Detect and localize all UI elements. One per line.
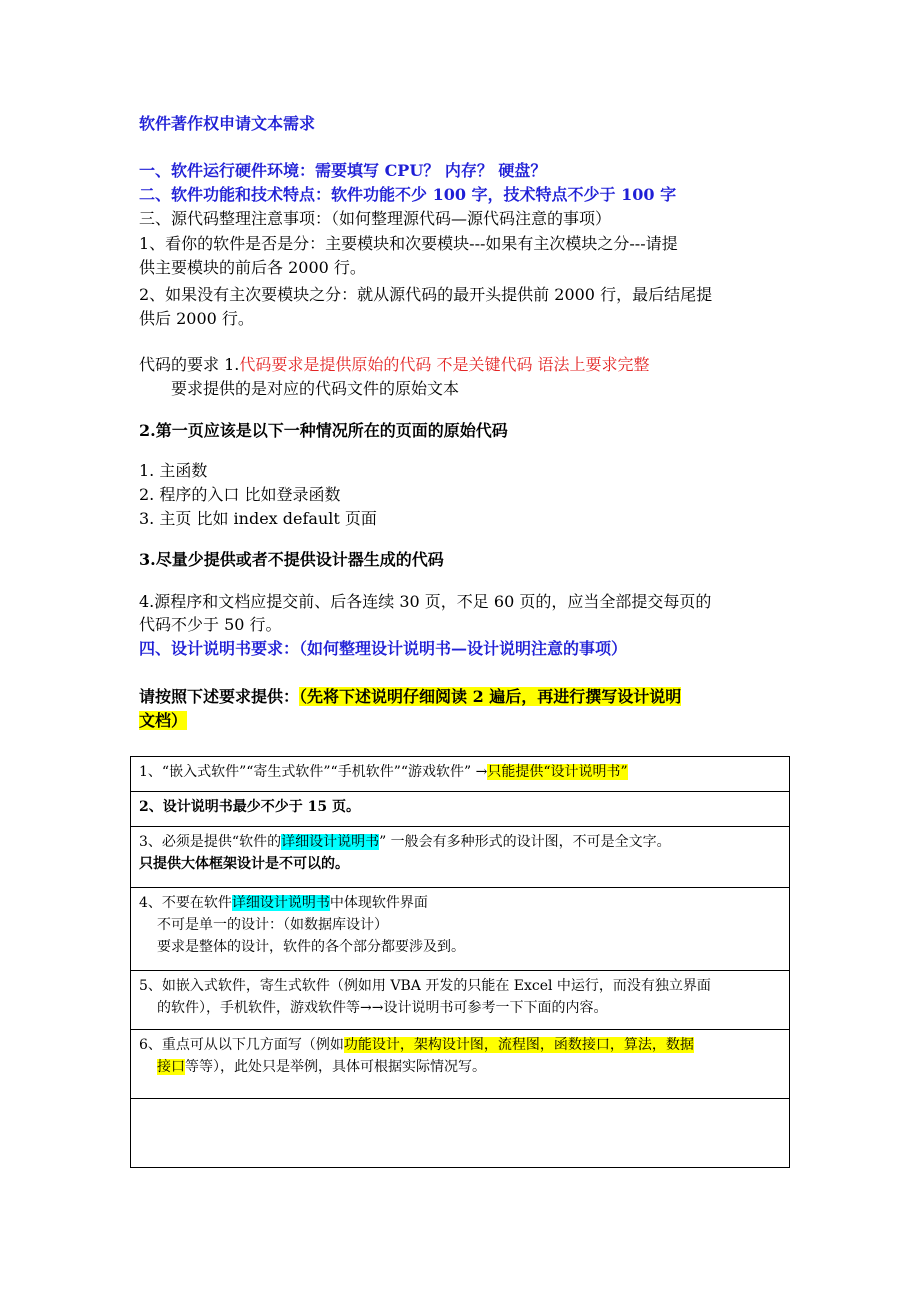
code-requirement-prefix: 代码的要求 1. xyxy=(139,355,240,374)
row-5-line-1: 5、如嵌入式软件，寄生式软件（例如用 VBA 开发的只能在 Excel 中运行，而没有独立界面 xyxy=(139,978,711,994)
paragraph-4-line-1: 4.源程序和文档应提交前、后各连续 30 页，不足 60 页的，应当全部提交每页的 xyxy=(139,592,712,611)
row-3-highlight: 详细设计说明书 xyxy=(281,834,380,850)
provide-instruction-line-2 xyxy=(139,710,187,732)
row-4-line-2: 不可是单一的设计：（如数据库设计） xyxy=(157,917,388,933)
code-requirement-line-2: 要求提供的是对应的代码文件的原始文本 xyxy=(171,379,460,398)
table-cell-1 xyxy=(131,757,790,792)
section-2-heading: 二、软件功能和技术特点：软件功能不少 100 字，技术特点不少于 100 字 xyxy=(139,185,677,204)
row-6-prefix: 6、重点可从以下几方面写（例如 xyxy=(139,1037,344,1053)
row-3-suffix: ” 一般会有多种形式的设计图，不可是全文字。 xyxy=(379,834,671,850)
provide-instruction-highlight-2: 文档） xyxy=(139,711,188,730)
row-5-line-2: 的软件），手机软件，游戏软件等→→设计说明书可参考一下下面的内容。 xyxy=(157,1000,608,1016)
row-1-text: 1、“嵌入式软件”“寄生式软件”“手机软件”“游戏软件” → xyxy=(139,764,488,780)
code-requirement-highlight: 代码要求是提供原始的代码 不是关键代码 语法上要求完整 xyxy=(239,355,650,374)
section-4-heading: 四、设计说明书要求：（如何整理设计说明书—设计说明注意的事项） xyxy=(139,639,628,658)
row-1-highlight: 只能提供“设计说明书” xyxy=(487,764,628,780)
paragraph-2-line-2: 供后 2000 行。 xyxy=(139,309,254,328)
row-3-prefix: 3、必须是提供“软件的 xyxy=(139,834,282,850)
paragraph-2-line-1: 2、如果没有主次要模块之分：就从源代码的最开头提供前 2000 行，最后结尾提 xyxy=(139,285,713,304)
provide-instruction-highlight: （先将下述说明仔细阅读 2 遍后，再进行撰写设计说明 xyxy=(299,687,682,706)
table-row xyxy=(131,827,790,888)
row-6-highlight-2: 接口 xyxy=(157,1059,185,1075)
table-row xyxy=(131,1099,790,1168)
row-3-line-2: 只提供大体框架设计是不可以的。 xyxy=(139,856,349,872)
row-4-suffix: 中体现软件界面 xyxy=(329,895,428,911)
row-2-text: 2、设计说明书最少不少于 15 页。 xyxy=(139,799,360,815)
row-6-suffix: 等等），此处只是举例，具体可根据实际情况写。 xyxy=(185,1059,486,1075)
row-4-prefix: 4、不要在软件 xyxy=(139,895,232,911)
table-cell-5 xyxy=(131,971,790,1030)
provide-instruction-line-1 xyxy=(139,686,681,708)
table-cell-4 xyxy=(131,888,790,971)
row-4-highlight: 详细设计说明书 xyxy=(231,895,330,911)
list-item-3: 3. 主页 比如 index default 页面 xyxy=(139,509,377,528)
paragraph-1-line-1: 1、看你的软件是否是分：主要模块和次要模块---如果有主次模块之分---请提 xyxy=(139,234,678,253)
section-3-heading: 三、源代码整理注意事项：（如何整理源代码—源代码注意的事项） xyxy=(139,209,612,228)
provide-instruction-prefix: 请按照下述要求提供： xyxy=(139,687,300,706)
designer-code-heading: 3.尽量少提供或者不提供设计器生成的代码 xyxy=(139,550,444,569)
paragraph-4-line-2: 代码不少于 50 行。 xyxy=(139,615,282,634)
table-row xyxy=(131,971,790,1030)
table-cell-empty xyxy=(131,1099,790,1168)
table-row xyxy=(131,888,790,971)
row-6-highlight: 功能设计，架构设计图，流程图，函数接口，算法，数据 xyxy=(343,1037,694,1053)
table-row xyxy=(131,1030,790,1099)
table-cell-2 xyxy=(131,792,790,827)
list-item-1: 1. 主函数 xyxy=(139,461,208,480)
code-requirement xyxy=(139,354,650,376)
table-cell-3 xyxy=(131,827,790,888)
first-page-heading: 2.第一页应该是以下一种情况所在的页面的原始代码 xyxy=(139,421,508,440)
table-cell-6 xyxy=(131,1030,790,1099)
document-title: 软件著作权申请文本需求 xyxy=(139,114,316,133)
table-row xyxy=(131,792,790,827)
table-row xyxy=(131,757,790,792)
section-1-heading: 一、软件运行硬件环境：需要填写 CPU？ 内存？ 硬盘？ xyxy=(139,161,547,180)
paragraph-1-line-2: 供主要模块的前后各 2000 行。 xyxy=(139,258,366,277)
row-4-line-3: 要求是整体的设计，软件的各个部分都要涉及到。 xyxy=(157,939,465,955)
list-item-2: 2. 程序的入口 比如登录函数 xyxy=(139,485,341,504)
requirements-table xyxy=(130,756,790,1168)
